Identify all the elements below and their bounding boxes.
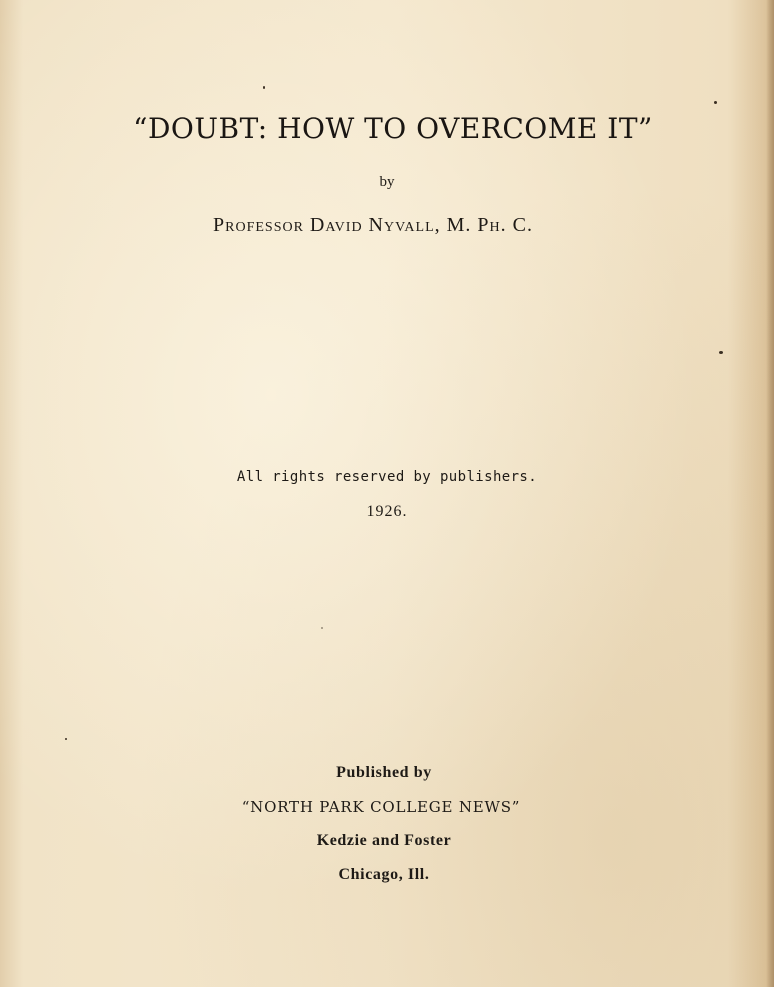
publisher-name: “NORTH PARK COLLEGE NEWS” — [241, 798, 521, 816]
paper-speck — [263, 86, 265, 89]
paper-speck — [321, 627, 323, 629]
paper-speck — [719, 351, 723, 354]
publisher-city: Chicago, Ill. — [338, 866, 430, 883]
by-line: by — [379, 174, 395, 190]
publisher-street: Kedzie and Foster — [316, 832, 452, 849]
document-title: “DOUBT: HOW TO OVERCOME IT” — [133, 112, 653, 145]
author-name: Professor David Nyvall, M. Ph. C. — [213, 214, 533, 236]
publication-year: 1926. — [366, 503, 408, 520]
paper-speck — [714, 101, 717, 104]
rights-notice: All rights reserved by publishers. — [236, 469, 538, 485]
published-by-label: Published by — [336, 764, 432, 781]
paper-speck — [65, 738, 67, 740]
